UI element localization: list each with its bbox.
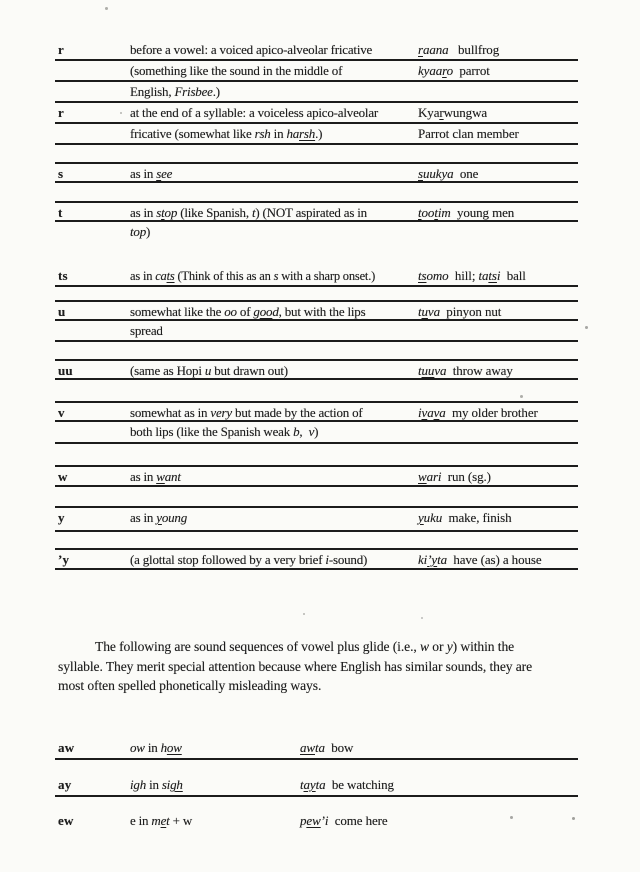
table-row (55, 124, 578, 145)
description-cell: ow in how (130, 740, 182, 755)
example-cell: kyaaro parrot (418, 63, 490, 78)
description-cell: as in young (130, 510, 188, 525)
example-cell: wari run (sg.) (418, 469, 491, 484)
table-row (55, 548, 578, 570)
table-row (55, 162, 578, 183)
table-gap (55, 380, 578, 401)
table-row (55, 40, 578, 61)
description-cell: (a glottal stop followed by a very brief i-sound) (130, 552, 368, 567)
letter-cell: ’y (58, 552, 70, 567)
description-cell: somewhat as in very but made by the action of (130, 405, 363, 420)
pronunciation-table (55, 40, 578, 570)
example-cell: ivava my older brother (418, 405, 538, 420)
table-gap (55, 287, 578, 300)
description-cell: as in stop (like Spanish, t) (NOT aspirated as in (130, 205, 367, 220)
table-row (55, 775, 578, 797)
table-gap (55, 487, 578, 506)
letter-cell: aw (58, 740, 75, 755)
table-row (55, 359, 578, 380)
letter-cell: y (58, 510, 65, 525)
table-gap (55, 145, 578, 162)
example-cell: suukya one (418, 166, 479, 181)
letter-cell: u (58, 304, 66, 319)
letter-cell: ew (58, 813, 74, 828)
letter-cell: r (58, 42, 64, 57)
example-cell: Kyarwungwa (418, 105, 488, 120)
description-cell: both lips (like the Spanish weak b, v) (130, 424, 319, 439)
scan-speck (120, 112, 122, 114)
table-row (55, 738, 578, 760)
table-row (55, 300, 578, 321)
description-cell: as in want (130, 469, 181, 484)
table-gap (55, 243, 578, 266)
example-cell: ki’yta have (as) a house (418, 552, 542, 567)
table-row (55, 811, 578, 833)
example-cell: raana bullfrog (418, 42, 500, 57)
description-cell: somewhat like the oo of good, but with the lips (130, 304, 366, 319)
scan-speck (105, 7, 108, 10)
letter-cell: r (58, 105, 64, 120)
description-cell: (same as Hopi u but drawn out) (130, 363, 288, 378)
description-cell: igh in sigh (130, 777, 183, 792)
scan-speck (585, 326, 588, 329)
scan-speck (510, 816, 513, 819)
description-cell: e in met + w (130, 813, 193, 828)
example-cell: tuuva throw away (418, 363, 513, 378)
description-cell: (something like the sound in the middle of (130, 63, 343, 78)
description-cell: spread (130, 323, 163, 338)
description-cell: before a vowel: a voiced apico-alveolar fricative (130, 42, 373, 57)
table-row (55, 82, 578, 103)
table-row (55, 422, 578, 444)
letter-cell: ay (58, 777, 72, 792)
table-row (55, 321, 578, 342)
example-cell: yuku make, finish (418, 510, 512, 525)
description-cell: fricative (somewhat like rsh in harsh.) (130, 126, 323, 141)
letter-cell: s (58, 166, 64, 181)
table-gap (55, 342, 578, 359)
table-row (55, 401, 578, 422)
letter-cell: uu (58, 363, 73, 378)
table-gap (55, 444, 578, 465)
intro-paragraph: The following are sound sequences of vowel plus glide (i.e., w or y) within the syllable. They merit special attention because where English has similar sounds, they are most often spelled phonetically misleading ways. (58, 639, 533, 693)
example-cell: Parrot clan member (418, 126, 519, 141)
table-row (55, 506, 578, 532)
letter-cell: v (58, 405, 65, 420)
description-cell: as in see (130, 166, 173, 181)
table-gap (55, 797, 578, 811)
scan-speck (520, 395, 523, 398)
example-cell: pew’i come here (300, 813, 388, 828)
scan-speck (421, 617, 423, 619)
description-cell: top) (130, 224, 151, 239)
description-cell: at the end of a syllable: a voiceless apico-alveolar (130, 105, 379, 120)
table-row (55, 103, 578, 124)
table-gap (55, 760, 578, 775)
table-row (55, 465, 578, 487)
example-cell: tootim young men (418, 205, 515, 220)
example-cell: awta bow (300, 740, 354, 755)
example-cell: tuva pinyon nut (418, 304, 502, 319)
letter-cell: t (58, 205, 63, 220)
example-cell: tayta be watching (300, 777, 394, 792)
letter-cell: w (58, 469, 68, 484)
letter-cell: ts (58, 268, 68, 283)
scan-speck (572, 817, 575, 820)
table-row (55, 222, 578, 243)
description-cell: English, Frisbee.) (130, 84, 220, 99)
example-cell: tsomo hill; tatsi ball (418, 268, 526, 283)
table-gap (55, 183, 578, 201)
table-row (55, 61, 578, 82)
description-cell: as in cats (Think of this as an s with a sharp onset.) (130, 269, 376, 283)
glide-table (55, 738, 578, 833)
table-gap (55, 532, 578, 548)
scan-speck (303, 613, 305, 615)
table-row (55, 201, 578, 222)
table-row (55, 266, 578, 287)
